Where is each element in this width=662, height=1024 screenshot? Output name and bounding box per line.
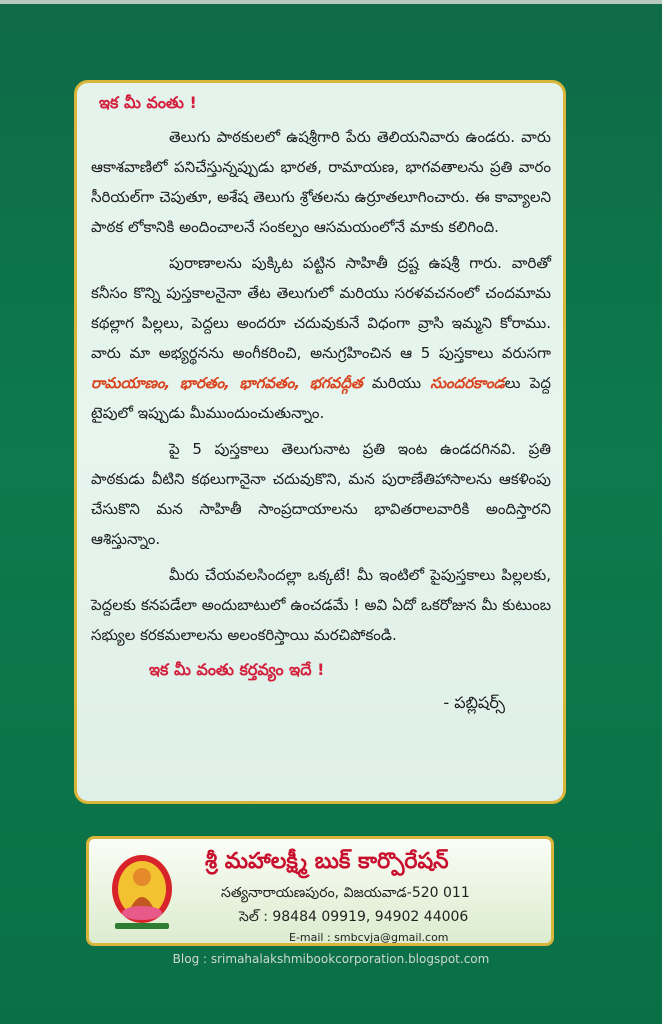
publisher-info-box	[86, 836, 554, 946]
publisher-address: సత్యనారాయణపురం, విజయవాడ-520 011	[221, 885, 470, 901]
closing-line: ఇక మీ వంతు కర్తవ్యం ఇదే !	[149, 660, 325, 679]
foreword-heading: ఇక మీ వంతు !	[99, 93, 197, 112]
foreword-paragraph-1	[91, 122, 551, 242]
foreword-paragraph-4	[91, 560, 551, 650]
publisher-signature: - పబ్లిషర్స్	[443, 693, 505, 712]
foreword-paragraph-3	[91, 434, 551, 554]
paragraph-2-text-b: మరియు	[371, 374, 422, 392]
publisher-phone: సెల్ : 98484 09919, 94902 44006	[239, 909, 469, 925]
publisher-name: శ్రీ మహాలక్ష్మీ బుక్ కార్పొరేషన్	[205, 849, 449, 874]
paragraph-1-text: తెలుగు పాఠకులలో ఉషశ్రీగారి పేరు తెలియనివారు ఉండరు. వారు ఆకాశవాణిలో పనిచేస్తున్నప్పుడు భారత, రామాయణ, భాగవతాలను ప్రతి వారం సీరియల్‌గా చెపుతూ, అశేష తెలుగు శ్రోతలను ఉర్రూతలూగించారు. ఈ కావ్యాలని పాఠక లోకానికి అందించాలనే సంకల్పం ఆసమయంలోనే మాకు కలిగింది.	[91, 128, 551, 236]
book-titles-highlight: రామయాణం, భారతం, భాగవతం, భగవద్గీత	[91, 374, 363, 392]
sundarakanda-highlight: సుందరకాండ	[430, 374, 505, 392]
paragraph-4-text: మీరు చేయవలసిందల్లా ఒక్కటే! మీ ఇంటిలో పైపుస్తకాలు పిల్లలకు, పెద్దలకు కనపడేలా అందుబాటులో ఉంచడమే ! అవి ఏదో ఒకరోజున మీ కుటుంబ సభ్యుల కరకమలాలను అలంకరిస్తాయి మరచిపోకండి.	[91, 566, 551, 644]
paragraph-2-text-a: పురాణాలను పుక్కిట పట్టిన సాహితీ ద్రష్ట ఉషశ్రీ గారు. వారితో కనీసం కొన్ని పుస్తకాలనైనా తేట తెలుగులో మరియు సరళవచనంలో చందమామ కథల్లాగ పిల్లలు, పెద్దలు అందరూ చదువుకునే విధంగా వ్రాసి ఇమ్మని కోరాము. వారు మా అభ్యర్థనను అంగీకరించి, అనుగ్రహించిన ఆ 5 పుస్తకాలు వరుసగా	[91, 254, 551, 362]
lakshmi-emblem-icon	[109, 853, 175, 931]
cover-top-edge	[0, 0, 662, 4]
foreword-panel	[74, 80, 566, 804]
paragraph-3-text: పై 5 పుస్తకాలు తెలుగునాట ప్రతి ఇంట ఉండదగినవి. ప్రతి పాఠకుడు వీటిని కథలుగానైనా చదువుకొని, మన పురాణేతిహాసాలను ఆకళింపు చేసుకొని మన సాహితీ సాంప్రదాయాలను భావితరాలవారికి అందిస్తారని ఆశిస్తున్నాం.	[91, 440, 551, 548]
paragraph-2-text-c: లు పెద్ద టైపులో ఇప్పుడు మీముందుంచుతున్నాం.	[91, 374, 551, 422]
blog-url: Blog : srimahalakshmibookcorporation.blogspot.com	[172, 952, 490, 966]
publisher-email: E-mail : smbcvja@gmail.com	[289, 931, 449, 944]
foreword-paragraph-2	[91, 248, 551, 428]
